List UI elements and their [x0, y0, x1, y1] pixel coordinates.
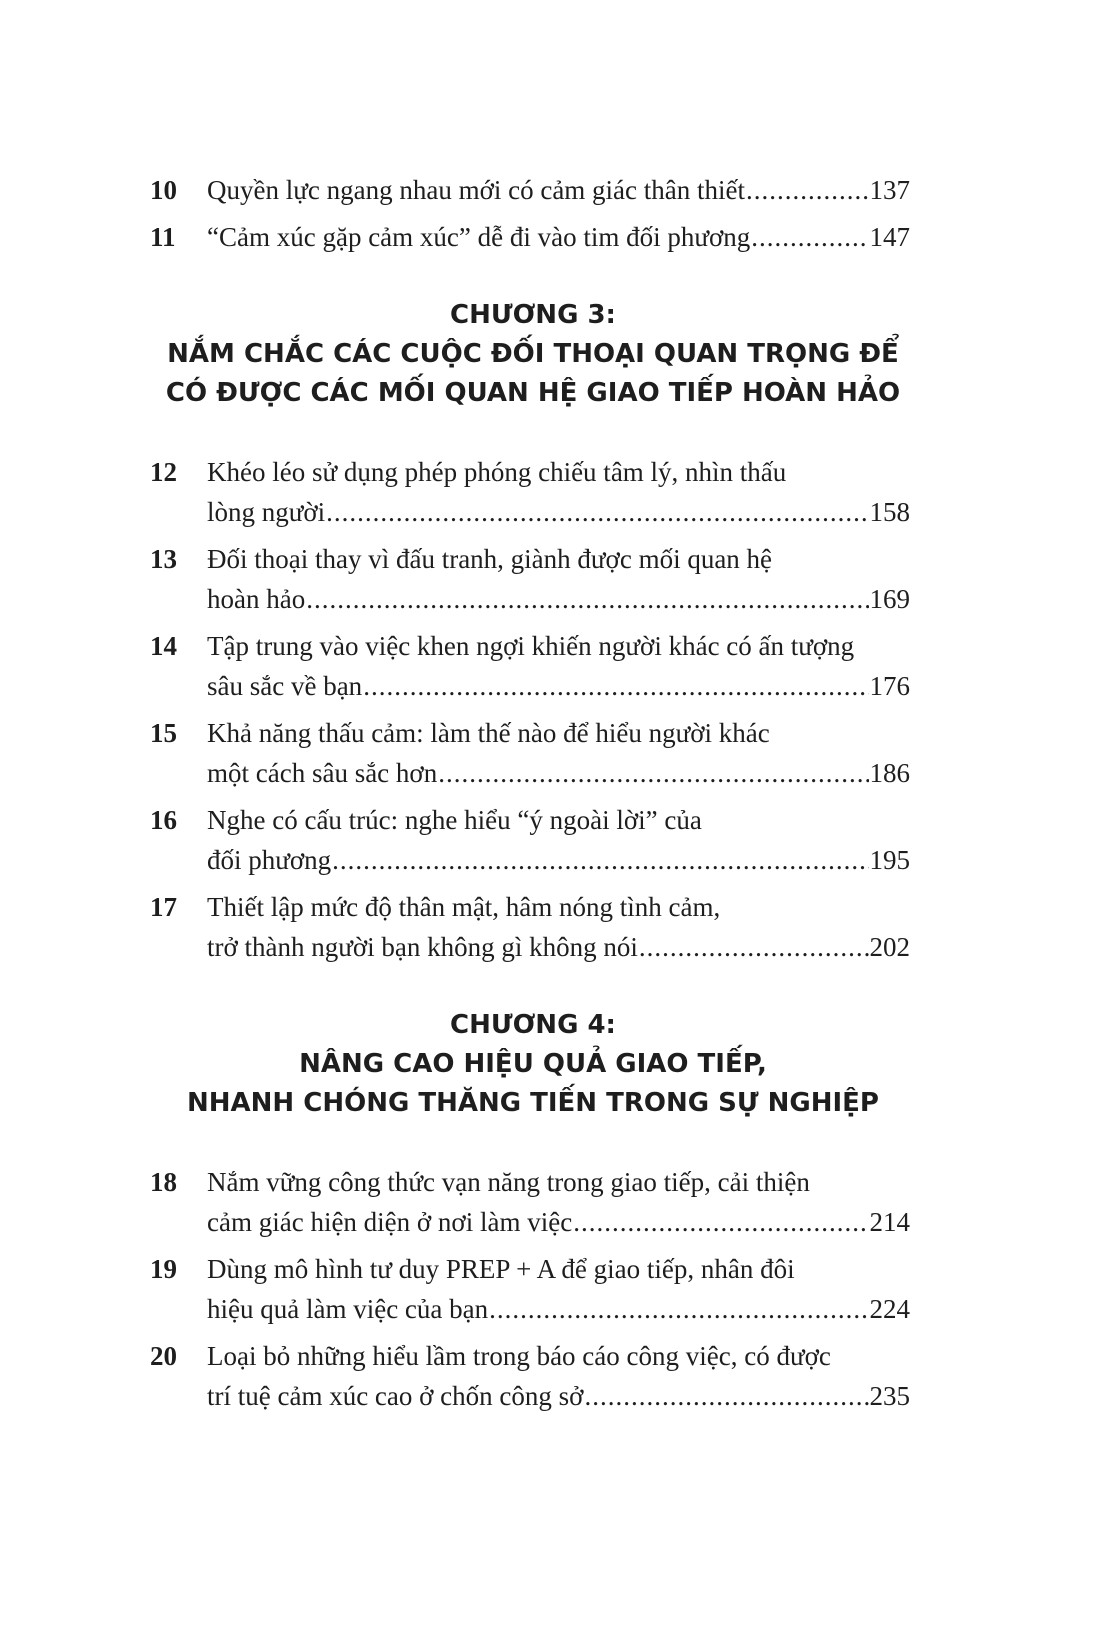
toc-entry-title — [207, 170, 910, 210]
chapter-4-label: CHƯƠNG 4: — [450, 1010, 616, 1040]
toc-entry-number: 13 — [150, 544, 177, 574]
toc-entry-title-text: Quyền lực ngang nhau mới có cảm giác thân thiết — [207, 175, 745, 205]
toc-entry-last-line — [207, 492, 910, 532]
toc-entry — [150, 217, 910, 257]
toc-entry-title-text: cảm giác hiện diện ở nơi làm việc — [207, 1207, 573, 1237]
dot-leader — [573, 1202, 868, 1242]
toc-entry-title-text: đối phương — [207, 845, 332, 875]
toc-entry-number: 14 — [150, 631, 177, 661]
toc-entry — [150, 800, 910, 880]
toc-entry-last-line — [207, 753, 910, 793]
toc-entries-chapter-3 — [150, 452, 910, 967]
toc-entry-title — [207, 539, 910, 619]
toc-entry-title — [207, 887, 910, 967]
dot-leader — [306, 579, 868, 619]
toc-entry-last-line — [207, 217, 910, 257]
toc-entry-number: 15 — [150, 718, 177, 748]
toc-entry-title-line: Nắm vững công thức vạn năng trong giao tiếp, cải thiện — [207, 1167, 810, 1197]
toc-entry-title-text: hoàn hảo — [207, 584, 306, 614]
dot-leader — [363, 666, 868, 706]
toc-entry-last-line — [207, 1202, 910, 1242]
toc-entry-page-number: 176 — [869, 671, 910, 701]
toc-entry-number: 17 — [150, 892, 177, 922]
toc-entry-last-line — [207, 1289, 910, 1329]
toc-entry-number: 16 — [150, 805, 177, 835]
chapter-3-heading — [156, 296, 910, 413]
toc-entry-last-line — [207, 170, 910, 210]
table-of-contents-page — [150, 170, 910, 1416]
chapter-4-title-line-1: NÂNG CAO HIỆU QUẢ GIAO TIẾP, — [299, 1049, 767, 1079]
toc-entry-page-number: 214 — [869, 1207, 910, 1237]
toc-entry — [150, 452, 910, 532]
toc-entry-last-line — [207, 1376, 910, 1416]
toc-entry-number: 19 — [150, 1254, 177, 1284]
toc-entry-page-number: 147 — [869, 222, 910, 252]
toc-entry-title-line: Khéo léo sử dụng phép phóng chiếu tâm lý, nhìn thấu — [207, 457, 787, 487]
toc-entry — [150, 170, 910, 210]
toc-entry-page-number: 169 — [869, 584, 910, 614]
dot-leader — [639, 927, 869, 967]
dot-leader — [584, 1376, 868, 1416]
toc-entry-title — [207, 1249, 910, 1329]
chapter-3-label: CHƯƠNG 3: — [450, 300, 616, 330]
chapter-4-heading — [156, 1006, 910, 1123]
toc-entry — [150, 539, 910, 619]
chapter-3-title-line-1: NẮM CHẮC CÁC CUỘC ĐỐI THOẠI QUAN TRỌNG ĐỂ — [167, 339, 899, 369]
toc-entry-title-text: một cách sâu sắc hơn — [207, 758, 438, 788]
toc-entry — [150, 1162, 910, 1242]
dot-leader — [751, 217, 868, 257]
toc-entry-title — [207, 1162, 910, 1242]
toc-entry-page-number: 158 — [869, 497, 910, 527]
toc-entry-number: 11 — [150, 222, 176, 252]
toc-entry-last-line — [207, 666, 910, 706]
toc-entry-title-text: “Cảm xúc gặp cảm xúc” dễ đi vào tim đối phương — [207, 222, 751, 252]
toc-entry — [150, 1336, 910, 1416]
toc-entry-last-line — [207, 927, 910, 967]
toc-entry-page-number: 195 — [869, 845, 910, 875]
toc-entry-title — [207, 217, 910, 257]
toc-entry-page-number: 137 — [869, 175, 910, 205]
toc-entry-title-line: Thiết lập mức độ thân mật, hâm nóng tình cảm, — [207, 892, 721, 922]
toc-entry-title-text: trí tuệ cảm xúc cao ở chốn công sở — [207, 1381, 584, 1411]
toc-entry-number: 20 — [150, 1341, 177, 1371]
dot-leader — [746, 170, 869, 210]
toc-entries-chapter-2-tail — [150, 170, 910, 257]
toc-entry-title-text: lòng người — [207, 497, 326, 527]
toc-entry-number: 18 — [150, 1167, 177, 1197]
toc-entry-page-number: 186 — [869, 758, 910, 788]
toc-entry — [150, 626, 910, 706]
toc-entry-title-line: Tập trung vào việc khen ngợi khiến người khác có ấn tượng — [207, 631, 855, 661]
dot-leader — [332, 840, 868, 880]
dot-leader — [438, 753, 868, 793]
toc-entry-number: 10 — [150, 175, 177, 205]
toc-entry-page-number: 235 — [869, 1381, 910, 1411]
toc-entry-title — [207, 626, 910, 706]
toc-entry-title — [207, 713, 910, 793]
toc-entry-page-number: 202 — [869, 932, 910, 962]
toc-entry-title-line: Đối thoại thay vì đấu tranh, giành được mối quan hệ — [207, 544, 773, 574]
toc-entry-title — [207, 1336, 910, 1416]
toc-entry-title-line: Khả năng thấu cảm: làm thế nào để hiểu người khác — [207, 718, 770, 748]
chapter-3-title-line-2: CÓ ĐƯỢC CÁC MỐI QUAN HỆ GIAO TIẾP HOÀN HẢO — [165, 378, 901, 408]
dot-leader — [326, 492, 868, 532]
chapter-4-title-line-2: NHANH CHÓNG THĂNG TIẾN TRONG SỰ NGHIỆP — [187, 1088, 879, 1118]
toc-entry-title-text: trở thành người bạn không gì không nói — [207, 932, 638, 962]
toc-entry-title-text: hiệu quả làm việc của bạn — [207, 1294, 489, 1324]
toc-entry — [150, 887, 910, 967]
toc-entry — [150, 1249, 910, 1329]
toc-entry-number: 12 — [150, 457, 177, 487]
toc-entry — [150, 713, 910, 793]
dot-leader — [489, 1289, 868, 1329]
toc-entry-last-line — [207, 579, 910, 619]
toc-entry-page-number: 224 — [869, 1294, 910, 1324]
toc-entry-title — [207, 800, 910, 880]
toc-entries-chapter-4 — [150, 1162, 910, 1416]
toc-entry-title-text: sâu sắc về bạn — [207, 671, 363, 701]
toc-entry-title — [207, 452, 910, 532]
toc-entry-title-line: Loại bỏ những hiểu lầm trong báo cáo công việc, có được — [207, 1341, 831, 1371]
toc-entry-title-line: Nghe có cấu trúc: nghe hiểu “ý ngoài lời” của — [207, 805, 702, 835]
toc-entry-last-line — [207, 840, 910, 880]
toc-entry-title-line: Dùng mô hình tư duy PREP + A để giao tiếp, nhân đôi — [207, 1254, 795, 1284]
